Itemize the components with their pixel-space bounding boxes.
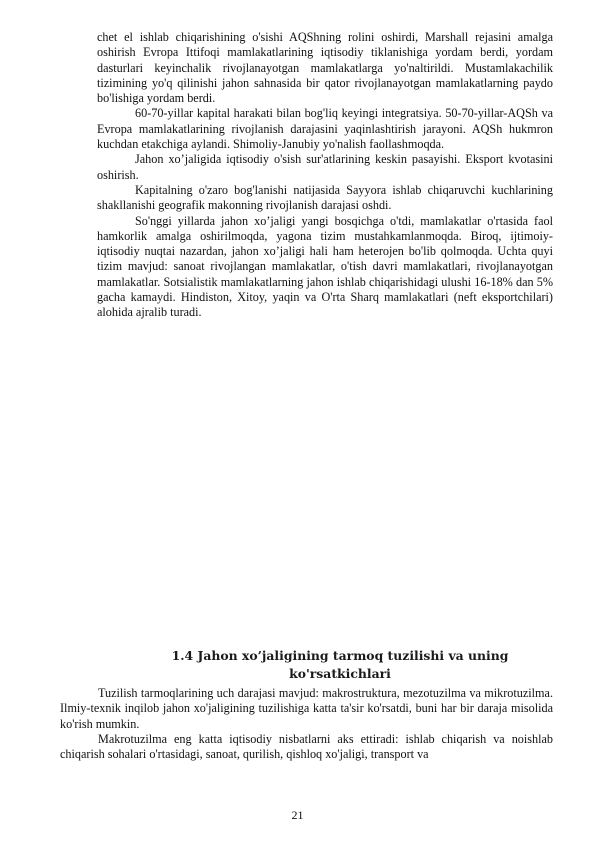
paragraph-60-70-years: 60-70-yillar kapital harakati bilan bog'liq keyingi integratsiya. 50-70-yillar-AQSh va Evropa mamlakatlarining rivojlanish darajasini yaqinlashtirish jarayoni. AQSh hukmron kuchdan etakchiga aylandi. Shimoliy-Janubiy yo'nalish faollashmoqda. xyxy=(97,106,553,152)
paragraph-continuation: chet el ishlab chiqarishining o'sishi AQShning rolini oshirdi, Marshall rejasini amalga oshirish Evropa Ittifoqi mamlakatlarining iqtisodiy tiklanishiga yordam berdi, yordam dasturlari keyinchalik rivojlanayotgan mamlakatlarga yo'naltirildi. Mustamlakachilik tizimining yo'q qilinishi jahon sahnasida bir qator rivojlanayotgan mamlakatlarning paydo bo'lishiga yordam berdi. xyxy=(97,30,553,106)
paragraph-macrostructure: Makrotuzilma eng katta iqtisodiy nisbatlarni aks ettiradi: ishlab chiqarish va noishlab chiqarish sohalari o'rtasidagi, sanoat, qurilish, qishloq xo'jaligi, transport va xyxy=(60,731,553,762)
paragraph-structure-levels: Tuzilish tarmoqlarining uch darajasi mavjud: makrostruktura, mezotuzilma va mikrotuzilma. Ilmiy-texnik inqilob jahon xo'jaligining tuzilishiga katta ta'sir ko'rsatdi, buni har bir daraja misolida ko'rish mumkin. xyxy=(60,686,553,731)
paragraph-growth-decline: Jahon xo’jaligida iqtisodiy o'sish sur'atlarining keskin pasayishi. Eksport kvotasini oshirish. xyxy=(97,152,553,182)
paragraph-capital-interconnection: Kapitalning o'zaro bog'lanishi natijasida Sayyora ishlab chiqaruvchi kuchlarining shakllanishi geografik makonning rivojlanish darajasi oshdi. xyxy=(97,182,553,213)
section-heading: 1.4 Jahon xo’jaligining tarmoq tuzilishi va uning ko'rsatkichlari xyxy=(171,648,509,681)
paragraph-recent-years: So'nggi yillarda jahon xo’jaligi yangi bosqichga o'tdi, mamlakatlar o'rtasida faol hamkorlik amalga oshirilmoqda, yagona tizim mustahkamlanmoqda. Biroq, ijtimoiy-iqtisodiy nuqtai nazardan, jahon xo’jaligi hali ham heterojen bo'lib qolmoqda. Uchta quyi tizim mavjud: sanoat rivojlangan mamlakatlar, o'tish davri mamlakatlari, rivojlanayotgan mamlakatlar. Sotsialistik mamlakatlarning jahon ishlab chiqarishidagi ulushi 16-18% dan 5% gacha kamaydi. Hindiston, Xitoy, yaqin va O'rta Sharq mamlakatlari (neft eksportchilari) alohida ajralib turadi. xyxy=(97,213,553,320)
upper-text-block xyxy=(97,30,553,321)
lower-text-block xyxy=(60,686,553,762)
page-number: 21 xyxy=(291,808,304,822)
